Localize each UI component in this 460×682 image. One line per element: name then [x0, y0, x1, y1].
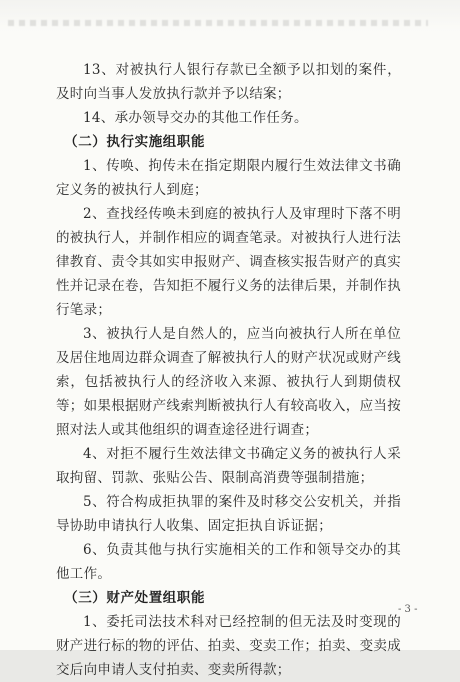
paragraph-execution-4: 4、对拒不履行生效法律文书确定义务的被执行人采取拘留、罚款、张贴公告、限制高消费等强制措施； [56, 446, 401, 486]
paragraph-property-1: 1、委托司法技术科对已经控制的但无法及时变现的财产进行标的物的评估、拍卖、变卖工作；拍卖、变卖成交后向申请人支付拍卖、变卖所得款； [56, 614, 401, 678]
paragraph-execution-6: 6、负责其他与执行实施相关的工作和领导交办的其他工作。 [56, 542, 401, 582]
paragraph-execution-5: 5、符合构成拒执罪的案件及时移交公安机关，并指导协助申请执行人收集、固定拒执自诉证据； [56, 494, 401, 534]
section-heading-execution: （二）执行实施组职能 [64, 134, 206, 150]
page-number: - 3 - [398, 604, 418, 615]
scan-top-shadow [0, 0, 460, 32]
paragraph-execution-1: 1、传唤、拘传未在指定期限内履行生效法律文书确定义务的被执行人到庭； [56, 158, 401, 198]
section-heading-property: （三）财产处置组职能 [64, 590, 206, 606]
paragraph-item-14: 14、承办领导交办的其他工作任务。 [83, 110, 308, 126]
paragraph-execution-2: 2、查找经传唤未到庭的被执行人及审理时下落不明的被执行人，并制作相应的调查笔录。对被执行人进行法律教育、责令其如实申报财产、调查核实报告财产的真实性并记录在卷，告知拒不履行义务的法律后果，并制作执行笔录； [56, 206, 401, 318]
paragraph-execution-3: 3、被执行人是自然人的，应当向被执行人所在单位及居住地周边群众调查了解被执行人的财产状况或财产线索，包括被执行人的经济收入来源、被执行人到期债权等；如果根据财产线索判断被执行人有较高收入，应当按照对法人或其他组织的调查途径进行调查； [56, 326, 401, 438]
bleed-through-text [8, 20, 428, 26]
document-body [56, 58, 401, 682]
paragraph-item-13: 13、对被执行人银行存款已全额予以扣划的案件，及时向当事人发放执行款并予以结案； [56, 62, 401, 102]
